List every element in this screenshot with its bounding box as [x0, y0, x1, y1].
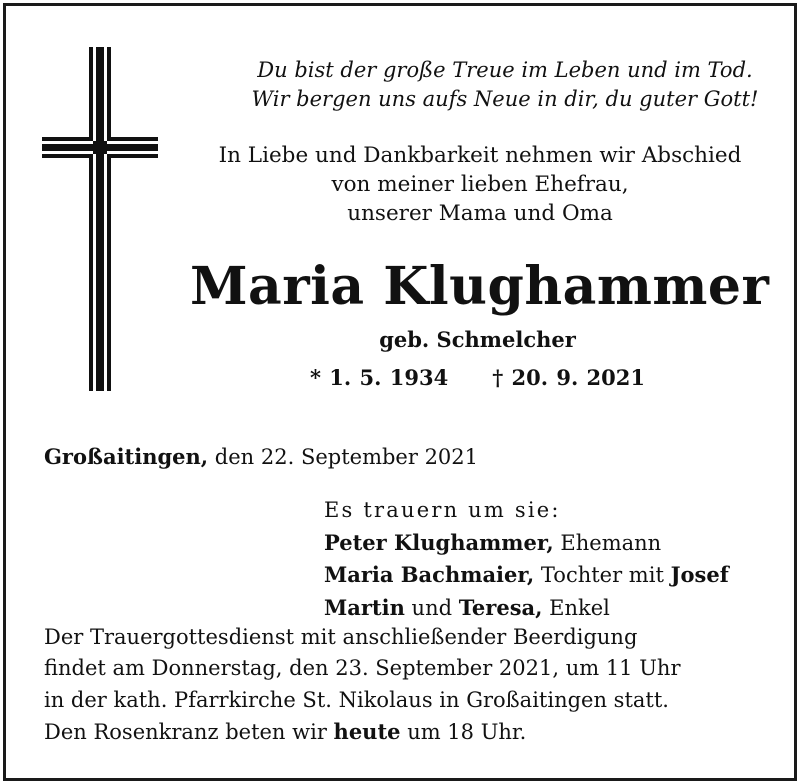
service-line: in der kath. Pfarrkirche St. Nikolaus in Großaitingen statt.: [44, 687, 669, 712]
service-text: um 18 Uhr.: [400, 719, 527, 744]
verse: [240, 56, 770, 114]
mourner-text: und: [404, 595, 459, 620]
mourner-relation: Ehemann: [553, 530, 662, 555]
birth-date: * 1. 5. 1934: [309, 365, 449, 390]
service-line: [44, 716, 680, 748]
service-line: findet am Donnerstag, den 23. September 2021, um 11 Uhr: [44, 656, 681, 681]
service-highlight: heute: [333, 718, 401, 744]
intro-line: von meiner lieben Ehefrau,: [331, 172, 629, 197]
deceased-name: Maria Klughammer: [190, 256, 770, 317]
mourners-list: [324, 495, 729, 624]
verse-line: Wir bergen uns aufs Neue in dir, du guter Gott!: [251, 87, 759, 111]
intro-line: In Liebe und Dankbarkeit nehmen wir Abschied: [218, 143, 742, 168]
mourner-row: [324, 592, 729, 625]
place-date: [44, 444, 478, 469]
mourner-name: Josef: [670, 562, 729, 587]
cross-icon: [42, 47, 158, 391]
death-date: † 20. 9. 2021: [492, 365, 646, 390]
mourner-name: Martin: [324, 594, 405, 620]
mourner-relation: Enkel: [542, 595, 610, 620]
mourner-name: Teresa,: [458, 594, 543, 620]
life-dates: [190, 365, 765, 390]
mourners-heading: Es trauern um sie:: [324, 498, 561, 522]
service-info: [44, 622, 680, 748]
mourner-row: [324, 559, 729, 592]
place: Großaitingen,: [44, 444, 209, 469]
mourner-name: Maria Bachmaier,: [324, 562, 535, 587]
date: den 22. September 2021: [208, 445, 479, 469]
intro-line: unserer Mama und Oma: [347, 201, 613, 226]
intro-text: [190, 141, 770, 228]
mourner-name: Peter Klughammer,: [324, 529, 554, 555]
verse-line: Du bist der große Treue im Leben und im Tod.: [257, 58, 753, 82]
mourner-row: [324, 527, 729, 560]
maiden-name: geb. Schmelcher: [379, 327, 576, 352]
mourner-relation: Tochter mit: [534, 563, 671, 587]
service-line: Der Trauergottesdienst mit anschließender Beerdigung: [44, 625, 638, 649]
service-text: Den Rosenkranz beten wir: [44, 719, 334, 744]
